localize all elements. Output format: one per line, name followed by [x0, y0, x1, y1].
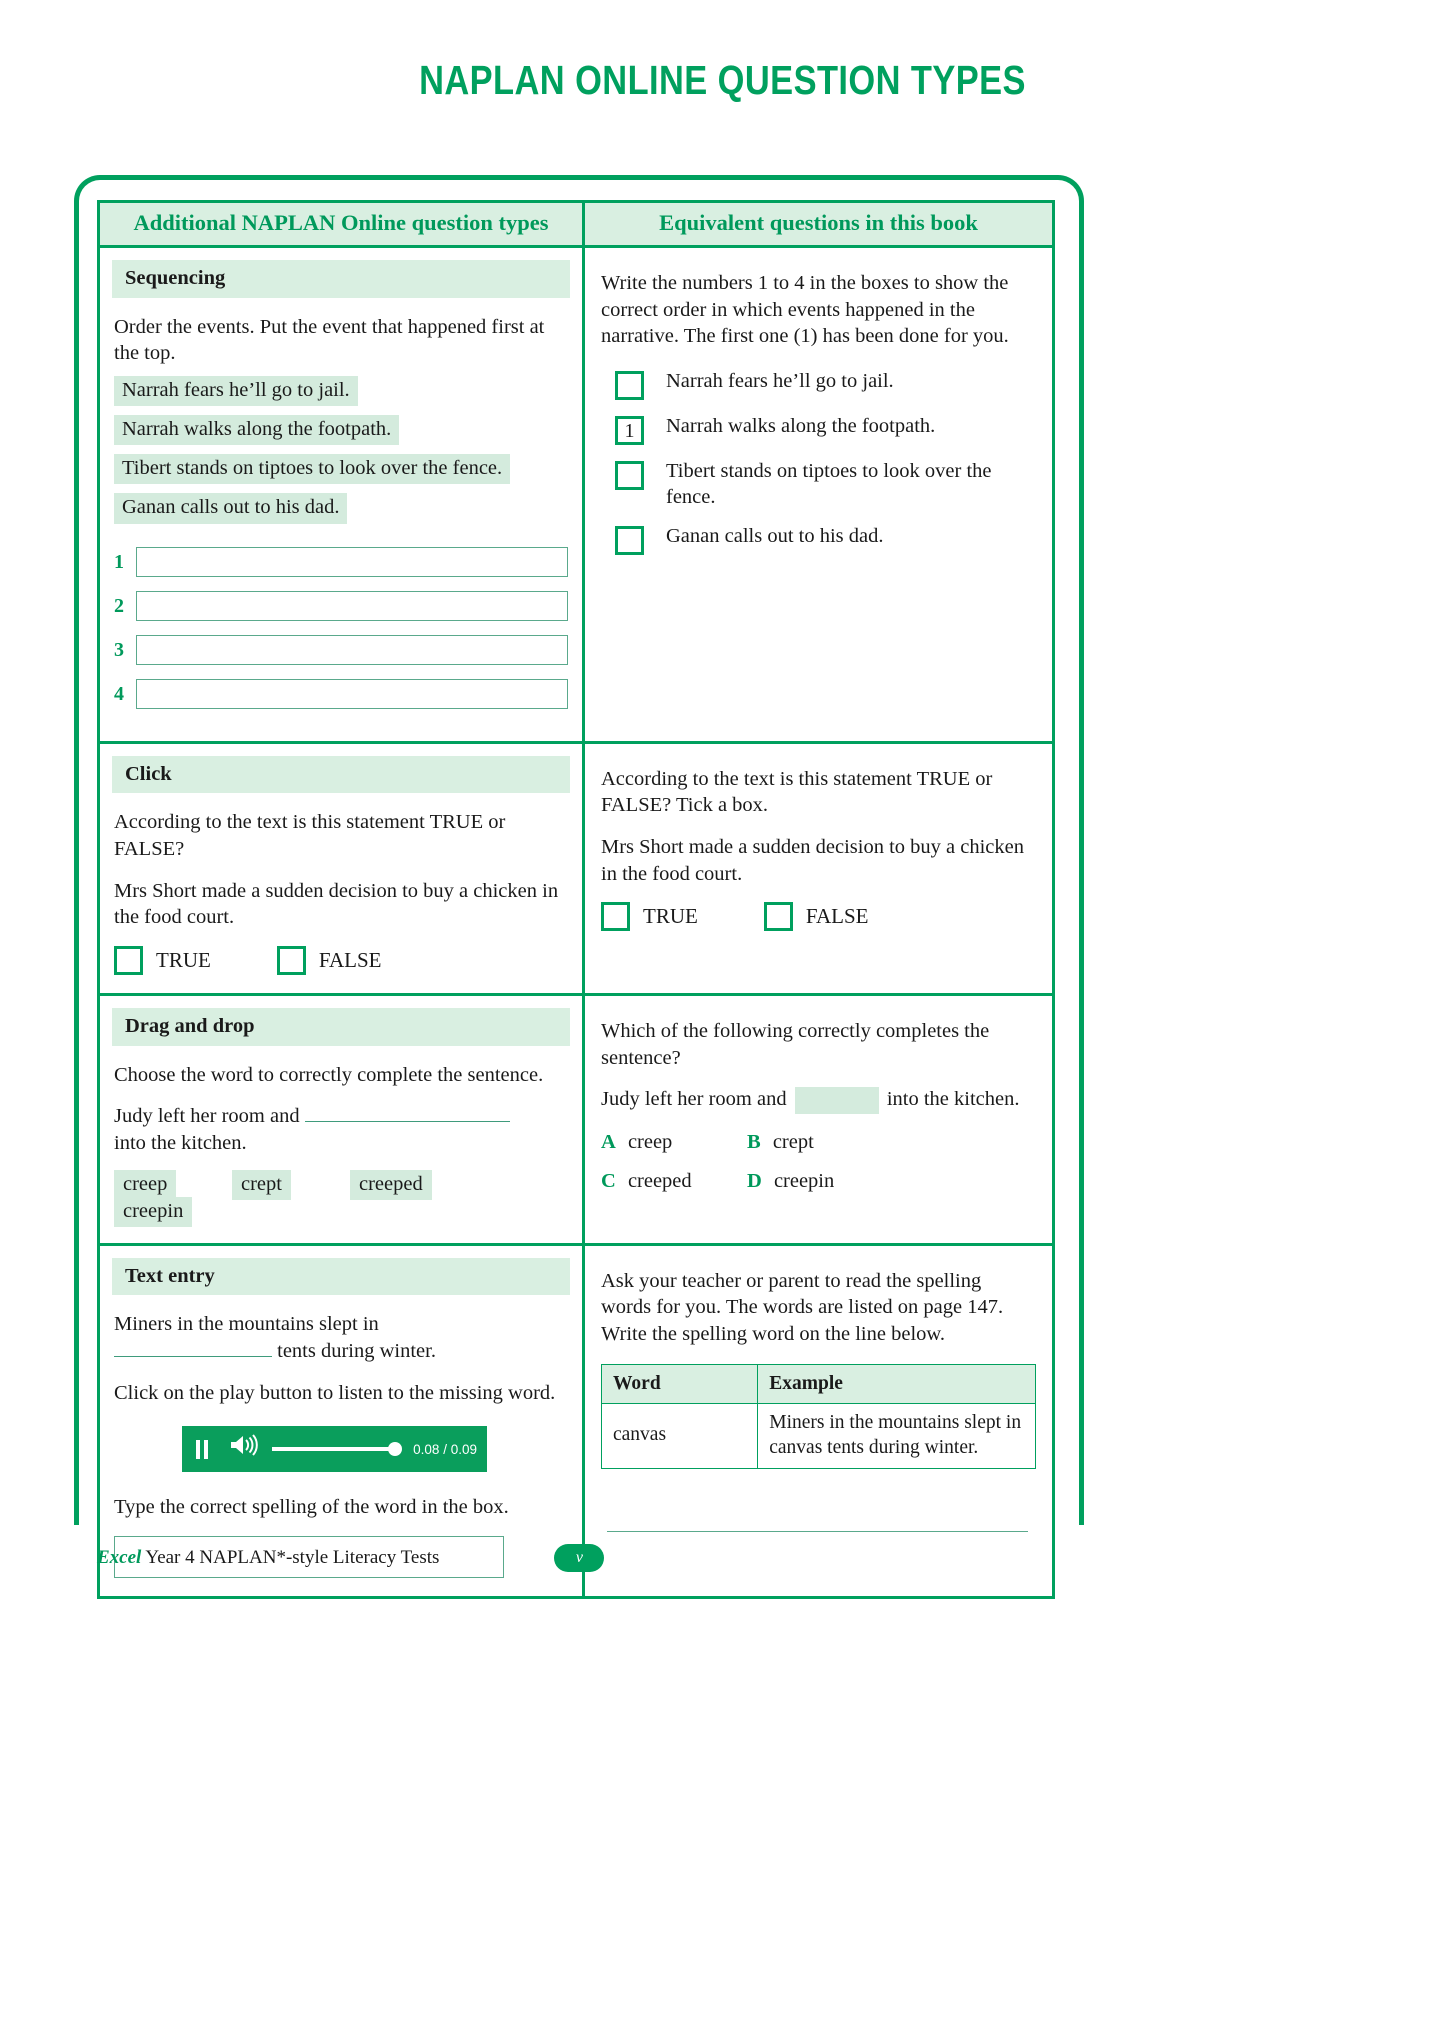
footer	[97, 1544, 1087, 1572]
mc-letter: D	[747, 1169, 762, 1192]
mc-letter: C	[601, 1169, 616, 1192]
section-label-drag-and-drop: Drag and drop	[112, 1008, 570, 1046]
sentence-before: Judy left her room and	[601, 1088, 787, 1111]
sentence-before: Miners in the mountains slept in	[114, 1313, 379, 1336]
textentry-play-instruction: Click on the play button to listen to the missing word.	[114, 1381, 556, 1404]
drop-slot[interactable]	[136, 591, 568, 621]
textentry-type-instruction: Type the correct spelling of the word in the box.	[114, 1496, 509, 1519]
missing-word-blank[interactable]	[114, 1340, 272, 1357]
word-column-header: Word	[602, 1364, 758, 1403]
table-row-click	[99, 742, 1054, 994]
dragdrop-book-sentence	[601, 1086, 1036, 1114]
table-row-sequencing	[99, 247, 1054, 743]
sequencing-right-cell	[584, 247, 1054, 743]
mc-letter: A	[601, 1130, 616, 1153]
sentence-after: into the kitchen.	[886, 1088, 1020, 1111]
click-book-instruction: According to the text is this statement TRUE or FALSE? Tick a box.	[601, 767, 993, 817]
word-example-table	[601, 1364, 1036, 1469]
mc-text: creep	[627, 1130, 673, 1153]
mc-text: creeped	[627, 1169, 692, 1192]
dragdrop-book-instruction: Which of the following correctly completes the sentence?	[601, 1019, 990, 1069]
draggable-word-chip[interactable]: creep	[114, 1170, 176, 1200]
true-checkbox[interactable]	[114, 946, 143, 975]
order-item-label: Ganan calls out to his dad.	[666, 525, 884, 548]
drop-slot-row	[114, 635, 568, 665]
section-label-text-entry: Text entry	[112, 1258, 570, 1296]
dragdrop-right-cell	[584, 994, 1054, 1244]
click-book-statement: Mrs Short made a sudden decision to buy a chicken in the food court.	[601, 835, 1025, 885]
true-option[interactable]	[114, 946, 211, 975]
slot-number: 1	[114, 550, 124, 573]
sentence-before: Judy left her room and	[114, 1105, 300, 1128]
textentry-sentence	[114, 1311, 568, 1364]
order-item	[601, 524, 1036, 555]
click-right-cell	[584, 742, 1054, 994]
drop-slot[interactable]	[136, 635, 568, 665]
mc-option[interactable]	[747, 1129, 893, 1156]
order-checkbox[interactable]	[615, 526, 644, 555]
audio-current-time: 0.08	[413, 1441, 440, 1457]
click-left-cell	[99, 742, 584, 994]
mc-option[interactable]	[601, 1129, 747, 1156]
mc-text: creepin	[773, 1169, 835, 1192]
click-statement: Mrs Short made a sudden decision to buy a chicken in the food court.	[114, 879, 559, 929]
mc-option[interactable]	[601, 1168, 747, 1195]
sequencing-order-list	[601, 369, 1036, 555]
order-checkbox[interactable]	[615, 371, 644, 400]
audio-player[interactable]	[182, 1426, 487, 1472]
question-types-table	[97, 200, 1055, 1599]
mc-option[interactable]	[747, 1168, 893, 1195]
page-title: NAPLAN ONLINE QUESTION TYPES	[419, 57, 1026, 103]
click-instruction: According to the text is this statement TRUE or FALSE?	[114, 811, 506, 860]
draggable-event[interactable]: Tibert stands on tiptoes to look over the fence.	[114, 454, 510, 484]
false-option[interactable]	[764, 902, 869, 931]
draggable-event[interactable]: Narrah fears he’ll go to jail.	[114, 376, 358, 406]
word-table-header-row	[602, 1364, 1036, 1403]
sequencing-left-cell	[99, 247, 584, 743]
sentence-after: tents during winter.	[277, 1340, 436, 1362]
speaker-icon[interactable]	[230, 1434, 258, 1464]
textentry-book-instruction: Ask your teacher or parent to read the spelling words for you. The words are listed on page 147. Write the spelling word on the line below.	[601, 1269, 1004, 1345]
sequencing-event-list	[114, 376, 568, 533]
slot-number: 3	[114, 638, 124, 661]
drop-target-blank[interactable]	[305, 1104, 510, 1122]
sequencing-book-instruction: Write the numbers 1 to 4 in the boxes to show the correct order in which events happened in the narrative. The first one (1) has been done for you.	[601, 272, 1009, 348]
table-header-row	[99, 202, 1054, 247]
false-option[interactable]	[277, 946, 382, 975]
table-row-drag-and-drop	[99, 994, 1054, 1244]
pause-icon[interactable]	[196, 1440, 208, 1459]
order-checkbox[interactable]	[615, 461, 644, 490]
example-cell: Miners in the mountains slept in canvas tents during winter.	[758, 1403, 1036, 1468]
dragdrop-sentence	[114, 1103, 568, 1156]
true-label: TRUE	[643, 904, 698, 929]
chip-cell	[350, 1171, 468, 1198]
drop-slot-row	[114, 679, 568, 709]
word-cell: canvas	[602, 1403, 758, 1468]
answer-writing-line[interactable]	[607, 1531, 1028, 1532]
sequencing-drop-slots	[114, 547, 568, 709]
section-label-click: Click	[112, 756, 570, 794]
dragdrop-left-cell	[99, 994, 584, 1244]
audio-slider-knob[interactable]	[388, 1442, 402, 1456]
footer-title	[97, 1547, 439, 1569]
chip-cell	[114, 1171, 232, 1198]
audio-time-separator: /	[443, 1441, 447, 1457]
column-header-left: Additional NAPLAN Online question types	[99, 202, 584, 247]
order-checkbox[interactable]: 1	[615, 416, 644, 445]
audio-total-time: 0.09	[450, 1441, 477, 1457]
order-item	[601, 459, 1036, 510]
mc-letter: B	[747, 1130, 761, 1153]
false-checkbox[interactable]	[277, 946, 306, 975]
order-item-label: Narrah fears he’ll go to jail.	[666, 369, 894, 392]
audio-progress-slider[interactable]	[272, 1447, 397, 1451]
word-table-row	[602, 1403, 1036, 1468]
multiple-choice-options	[601, 1129, 1036, 1206]
order-item-label: Tibert stands on tiptoes to look over the fence.	[666, 459, 992, 508]
drop-slot[interactable]	[136, 547, 568, 577]
true-false-row	[601, 902, 1036, 931]
true-checkbox[interactable]	[601, 902, 630, 931]
chip-cell	[232, 1171, 350, 1198]
drop-slot-row	[114, 591, 568, 621]
order-item	[601, 414, 1036, 445]
true-label: TRUE	[156, 947, 211, 972]
document-page	[0, 57, 1445, 2034]
draggable-event[interactable]: Narrah walks along the footpath.	[114, 415, 399, 445]
order-item	[601, 369, 1036, 400]
draggable-word-chip[interactable]: creepin	[114, 1197, 192, 1227]
mc-text: crept	[772, 1130, 814, 1153]
draggable-event[interactable]: Ganan calls out to his dad.	[114, 493, 347, 523]
page-number-badge: v	[554, 1544, 604, 1572]
draggable-word-chip[interactable]: crept	[232, 1170, 291, 1200]
brand-name: Excel	[97, 1547, 142, 1568]
drop-slot[interactable]	[136, 679, 568, 709]
example-column-header: Example	[758, 1364, 1036, 1403]
dragdrop-word-chips	[114, 1171, 568, 1224]
true-option[interactable]	[601, 902, 698, 931]
false-checkbox[interactable]	[764, 902, 793, 931]
sequencing-instruction: Order the events. Put the event that happened first at the top.	[114, 315, 545, 365]
order-item-label: Narrah walks along the footpath.	[666, 414, 936, 437]
drop-slot-row	[114, 547, 568, 577]
chip-cell	[114, 1198, 232, 1225]
section-label-sequencing: Sequencing	[112, 260, 570, 298]
slot-number: 2	[114, 594, 124, 617]
footer-subtitle: Year 4 NAPLAN*-style Literacy Tests	[141, 1547, 440, 1568]
column-header-right: Equivalent questions in this book	[584, 202, 1054, 247]
false-label: FALSE	[318, 947, 382, 972]
dragdrop-instruction: Choose the word to correctly complete the sentence.	[114, 1063, 544, 1086]
answer-blank[interactable]	[795, 1087, 879, 1114]
false-label: FALSE	[805, 904, 869, 929]
audio-time-display	[413, 1441, 477, 1459]
slot-number: 4	[114, 682, 124, 705]
sentence-after: into the kitchen.	[114, 1131, 247, 1154]
draggable-word-chip[interactable]: creeped	[350, 1170, 432, 1200]
true-false-row	[114, 946, 568, 975]
